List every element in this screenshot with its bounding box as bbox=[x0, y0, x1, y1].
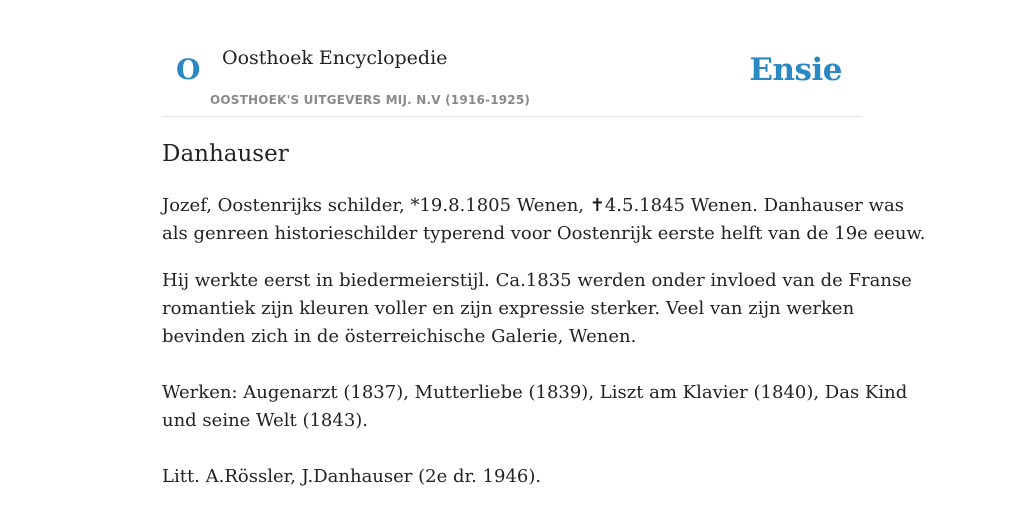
paragraph-line: Litt. A.Rössler, J.Danhauser (2e dr. 1946). bbox=[162, 466, 542, 487]
article-title: Danhauser bbox=[162, 141, 289, 167]
source-logo[interactable]: O bbox=[176, 53, 201, 86]
source-header bbox=[162, 0, 862, 117]
ensie-logo-link[interactable]: Ensie bbox=[749, 52, 842, 88]
paragraph-line: und seine Welt (1843). bbox=[162, 410, 369, 431]
source-title-link[interactable]: Oosthoek Encyclopedie bbox=[222, 47, 448, 69]
article-paragraph bbox=[162, 192, 926, 248]
paragraph-line: Jozef, Oostenrijks schilder, *19.8.1805 Wenen, ✝4.5.1845 Wenen. Danhauser was bbox=[162, 195, 904, 216]
encyclopedia-page bbox=[162, 0, 926, 487]
paragraph-line bbox=[162, 351, 862, 379]
article-body bbox=[162, 192, 926, 510]
paragraph-line: romantiek zijn kleuren voller en zijn expressie sterker. Veel van zijn werken bbox=[162, 298, 855, 319]
article-paragraph bbox=[162, 267, 912, 491]
paragraph-line: bevinden zich in de österreichische Galerie, Wenen. bbox=[162, 326, 637, 347]
paragraph-line: als genreen historieschilder typerend voor Oostenrijk eerste helft van de 19e eeuw. bbox=[162, 223, 926, 244]
source-publisher: OOSTHOEK'S UITGEVERS MIJ. N.V (1916-1925) bbox=[210, 93, 531, 107]
paragraph-line bbox=[162, 435, 862, 463]
paragraph-line: Werken: Augenarzt (1837), Mutterliebe (1839), Liszt am Klavier (1840), Das Kind bbox=[162, 382, 908, 403]
paragraph-line: Hij werkte eerst in biedermeierstijl. Ca.1835 werden onder invloed van de Franse bbox=[162, 270, 912, 291]
